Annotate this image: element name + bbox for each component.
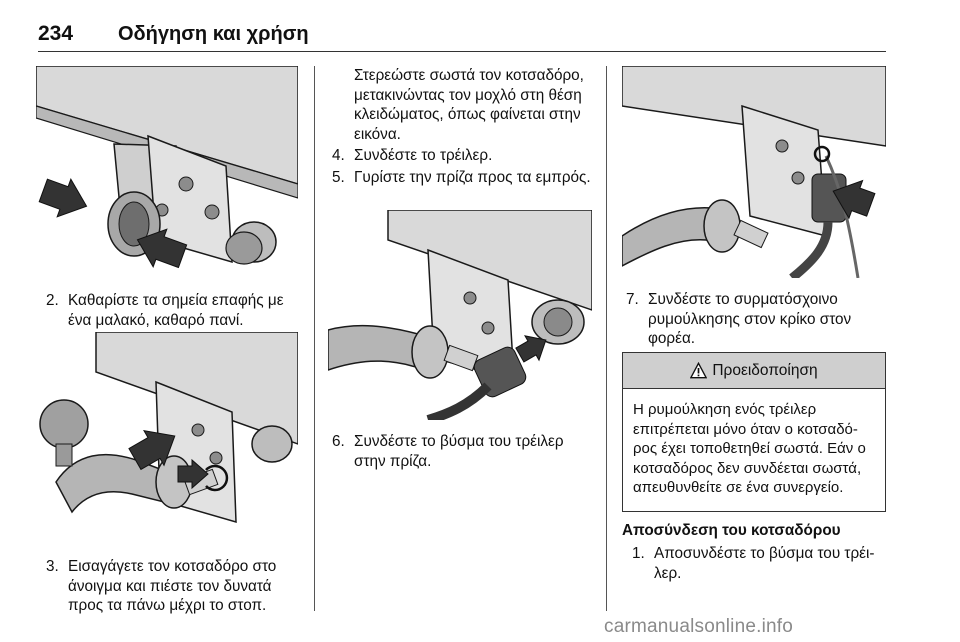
step-6-number: 6. (332, 433, 345, 450)
step-2 (46, 291, 298, 330)
warning-header (623, 353, 885, 389)
illustration-insert-towbar (36, 332, 298, 544)
safety-cable-drawing (622, 66, 886, 278)
illustration-socket (328, 210, 592, 420)
receptacle-cleaning-drawing (36, 66, 298, 280)
step-7-number: 7. (626, 291, 639, 308)
section-step-1 (632, 544, 886, 583)
column-divider-left (314, 66, 315, 611)
step-4-text: Συνδέστε το τρέιλερ. (354, 147, 493, 164)
socket-drawing (328, 210, 592, 420)
warning-title: Προειδοποίηση (712, 361, 818, 379)
step-7 (626, 290, 886, 349)
illustration-safety-cable (622, 66, 886, 278)
step-7-text: Συνδέστε το συρματόσχοινο ρυμούλκησης στον κρίκο στον φορέα. (648, 291, 852, 347)
step-2-text: Καθαρίστε τα σημεία επαφής με ένα μαλακό, καθαρό πανί. (68, 292, 284, 329)
insert-towbar-drawing (36, 332, 298, 544)
watermark: carmanualsonline.info (604, 616, 794, 637)
column-divider-right (606, 66, 607, 611)
step-3-continuation: Στερεώστε σωστά τον κοτσαδόρο, μετακινώντας τον μοχλό στη θέση κλειδώματος, όπως φαίνεται στην εικόνα. (354, 67, 584, 143)
step-6 (332, 432, 592, 471)
step-4 (332, 146, 592, 166)
step-3-number: 3. (46, 558, 59, 575)
illustration-receptacle-cleaning (36, 66, 298, 280)
step-2-number: 2. (46, 292, 59, 309)
chapter-title: Οδήγηση και χρήση (118, 23, 309, 45)
step-5-text: Γυρίστε την πρίζα προς τα εμπρός. (354, 169, 591, 186)
warning-box (622, 352, 886, 512)
section-title-remove-towbar: Αποσύνδεση του κοτσαδόρου (622, 522, 841, 539)
step-3-text: Εισαγάγετε τον κοτσαδόρο στο άνοιγμα και πιέστε τον δυνατά προς τα πάνω μέχρι το στοπ. (68, 558, 277, 614)
step-6-text: Συνδέστε το βύσμα του τρέιλερ στην πρίζα. (354, 433, 564, 470)
step-4-number: 4. (332, 147, 345, 164)
step-5 (332, 168, 592, 188)
page-number: 234 (38, 22, 74, 45)
warning-triangle-icon (690, 362, 707, 379)
step-3 (46, 557, 298, 616)
section-step-1-text: Αποσυνδέστε το βύσμα του τρέι-λερ. (654, 545, 875, 582)
warning-body: Η ρυμούλκηση ενός τρέιλερ επιτρέπεται μόνο όταν ο κοτσαδό-ρος έχει τοποθετηθεί σωστά. Εάν ο κοτσαδόρος δεν συνδέεται σωστά, απευθυνθείτε σε ένα συνεργείο. (633, 401, 866, 496)
section-step-1-number: 1. (632, 545, 645, 562)
page-header (38, 18, 886, 52)
step-5-number: 5. (332, 169, 345, 186)
